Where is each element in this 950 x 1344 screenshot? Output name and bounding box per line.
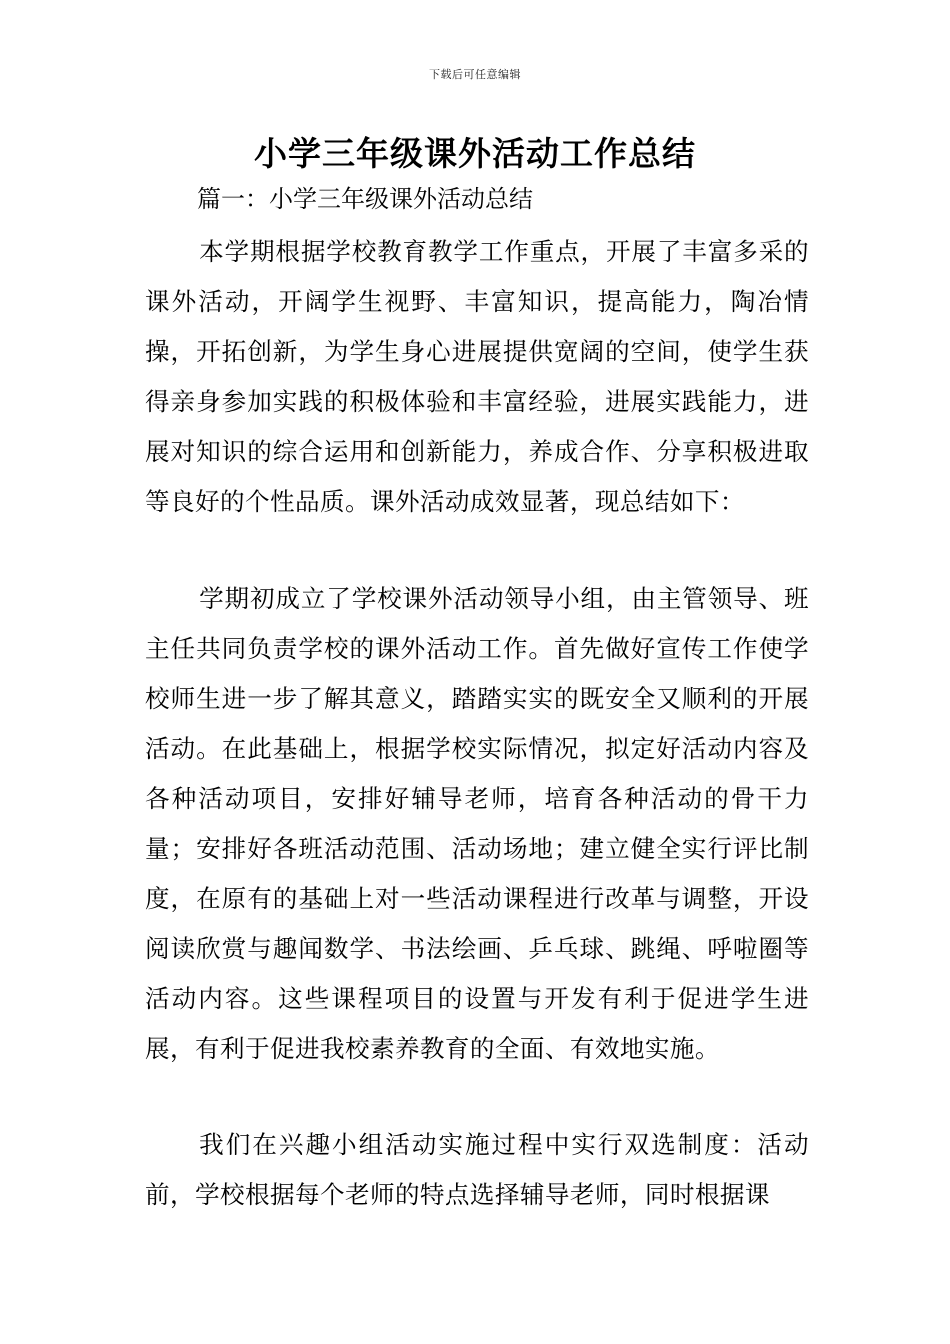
section-subtitle: 篇一：小学三年级课外活动总结 [197, 185, 533, 213]
body-paragraph-3: 我们在兴趣小组活动实施过程中实行双选制度：活动前，学校根据每个老师的特点选择辅导老师，同时根据课 [145, 1130, 809, 1209]
body-paragraph-2: 学期初成立了学校课外活动领导小组，由主管领导、班主任共同负责学校的课外活动工作。首先做好宣传工作使学校师生进一步了解其意义，踏踏实实的既安全又顺利的开展活动。在此基础上，根据学校实际情况，拟定好活动内容及各种活动项目，安排好辅导老师，培育各种活动的骨干力量；安排好各班活动范围、活动场地；建立健全实行评比制度，在原有的基础上对一些活动课程进行改革与调整，开设阅读欣赏与趣闻数学、书法绘画、乒乓球、跳绳、呼啦圈等活动内容。这些课程项目的设置与开发有利于促进学生进展，有利于促进我校素养教育的全面、有效地实施。 [145, 584, 809, 1063]
document-title: 小学三年级课外活动工作总结 [254, 134, 696, 173]
body-paragraph-1: 本学期根据学校教育教学工作重点，开展了丰富多采的课外活动，开阔学生视野、丰富知识，提高能力，陶冶情操，开拓创新，为学生身心进展提供宽阔的空间，使学生获得亲身参加实践的积极体验和丰富经验，进展实践能力，进展对知识的综合运用和创新能力，养成合作、分享积极进取等良好的个性品质。课外活动成效显著，现总结如下： [145, 237, 809, 516]
header-note: 下载后可任意编辑 [429, 68, 521, 81]
